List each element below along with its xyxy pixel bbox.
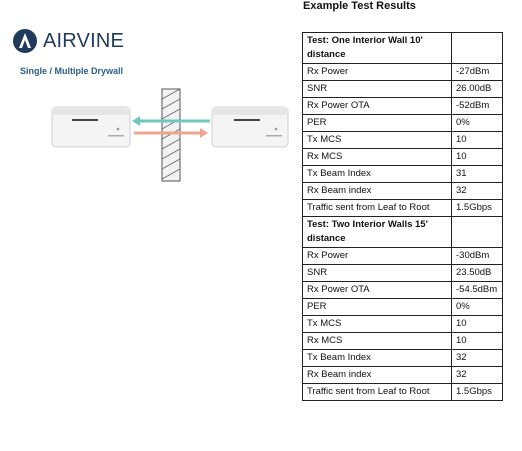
metric-value: -30dBm <box>452 248 503 265</box>
metric-value: 32 <box>452 183 503 200</box>
empty-cell <box>452 33 503 64</box>
metric-value: -52dBm <box>452 98 503 115</box>
metric-name: Rx Beam index <box>303 367 452 384</box>
metric-name: Tx MCS <box>303 132 452 149</box>
diagram-subtitle: Single / Multiple Drywall <box>20 66 124 76</box>
table-row <box>303 149 503 166</box>
metric-name: Rx Power <box>303 248 452 265</box>
metric-value: 26.00dB <box>452 81 503 98</box>
metric-name: Traffic sent from Leaf to Root <box>303 200 452 217</box>
metric-name: Tx MCS <box>303 316 452 333</box>
table-row <box>303 350 503 367</box>
metric-name: Rx Power OTA <box>303 282 452 299</box>
airvine-logo-icon <box>12 28 38 54</box>
test-title: Test: One Interior Wall 10' distance <box>303 33 452 64</box>
test-header-row <box>303 33 503 64</box>
table-row <box>303 115 503 132</box>
table-row <box>303 64 503 81</box>
metric-value: 32 <box>452 350 503 367</box>
metric-value: 10 <box>452 333 503 350</box>
airvine-logo <box>12 28 124 54</box>
table-row <box>303 384 503 401</box>
right-device <box>212 107 288 147</box>
metric-name: PER <box>303 299 452 316</box>
table-row <box>303 98 503 115</box>
metric-value: 1.5Gbps <box>452 384 503 401</box>
metric-value: 31 <box>452 166 503 183</box>
metric-name: Rx Power <box>303 64 452 81</box>
metric-value: 10 <box>452 149 503 166</box>
metric-name: SNR <box>303 81 452 98</box>
metric-value: 0% <box>452 299 503 316</box>
table-row <box>303 183 503 200</box>
brand-name: AIRVINE <box>43 29 125 52</box>
metric-value: 0% <box>452 115 503 132</box>
metric-value: -54.5dBm <box>452 282 503 299</box>
table-row <box>303 367 503 384</box>
table-row <box>303 282 503 299</box>
test-title: Test: Two Interior Walls 15' distance <box>303 217 452 248</box>
table-row <box>303 333 503 350</box>
empty-cell <box>452 217 503 248</box>
left-device <box>52 107 130 147</box>
drywall-diagram <box>50 85 290 185</box>
metric-value: 10 <box>452 316 503 333</box>
table-row <box>303 132 503 149</box>
page-title: Example Test Results <box>303 0 416 12</box>
table-row <box>303 299 503 316</box>
metric-name: SNR <box>303 265 452 282</box>
metric-name: Rx MCS <box>303 149 452 166</box>
metric-name: PER <box>303 115 452 132</box>
metric-name: Rx Beam index <box>303 183 452 200</box>
metric-value: 32 <box>452 367 503 384</box>
metric-name: Tx Beam Index <box>303 350 452 367</box>
metric-value: 10 <box>452 132 503 149</box>
table-row <box>303 248 503 265</box>
wall <box>162 89 180 181</box>
table-row <box>303 81 503 98</box>
table-row <box>303 200 503 217</box>
table-row <box>303 265 503 282</box>
table-row <box>303 166 503 183</box>
test-header-row <box>303 217 503 248</box>
results-table <box>302 32 503 401</box>
metric-name: Tx Beam Index <box>303 166 452 183</box>
metric-value: -27dBm <box>452 64 503 81</box>
metric-name: Traffic sent from Leaf to Root <box>303 384 452 401</box>
table-row <box>303 316 503 333</box>
metric-value: 1.5Gbps <box>452 200 503 217</box>
metric-name: Rx Power OTA <box>303 98 452 115</box>
metric-value: 23.50dB <box>452 265 503 282</box>
metric-name: Rx MCS <box>303 333 452 350</box>
